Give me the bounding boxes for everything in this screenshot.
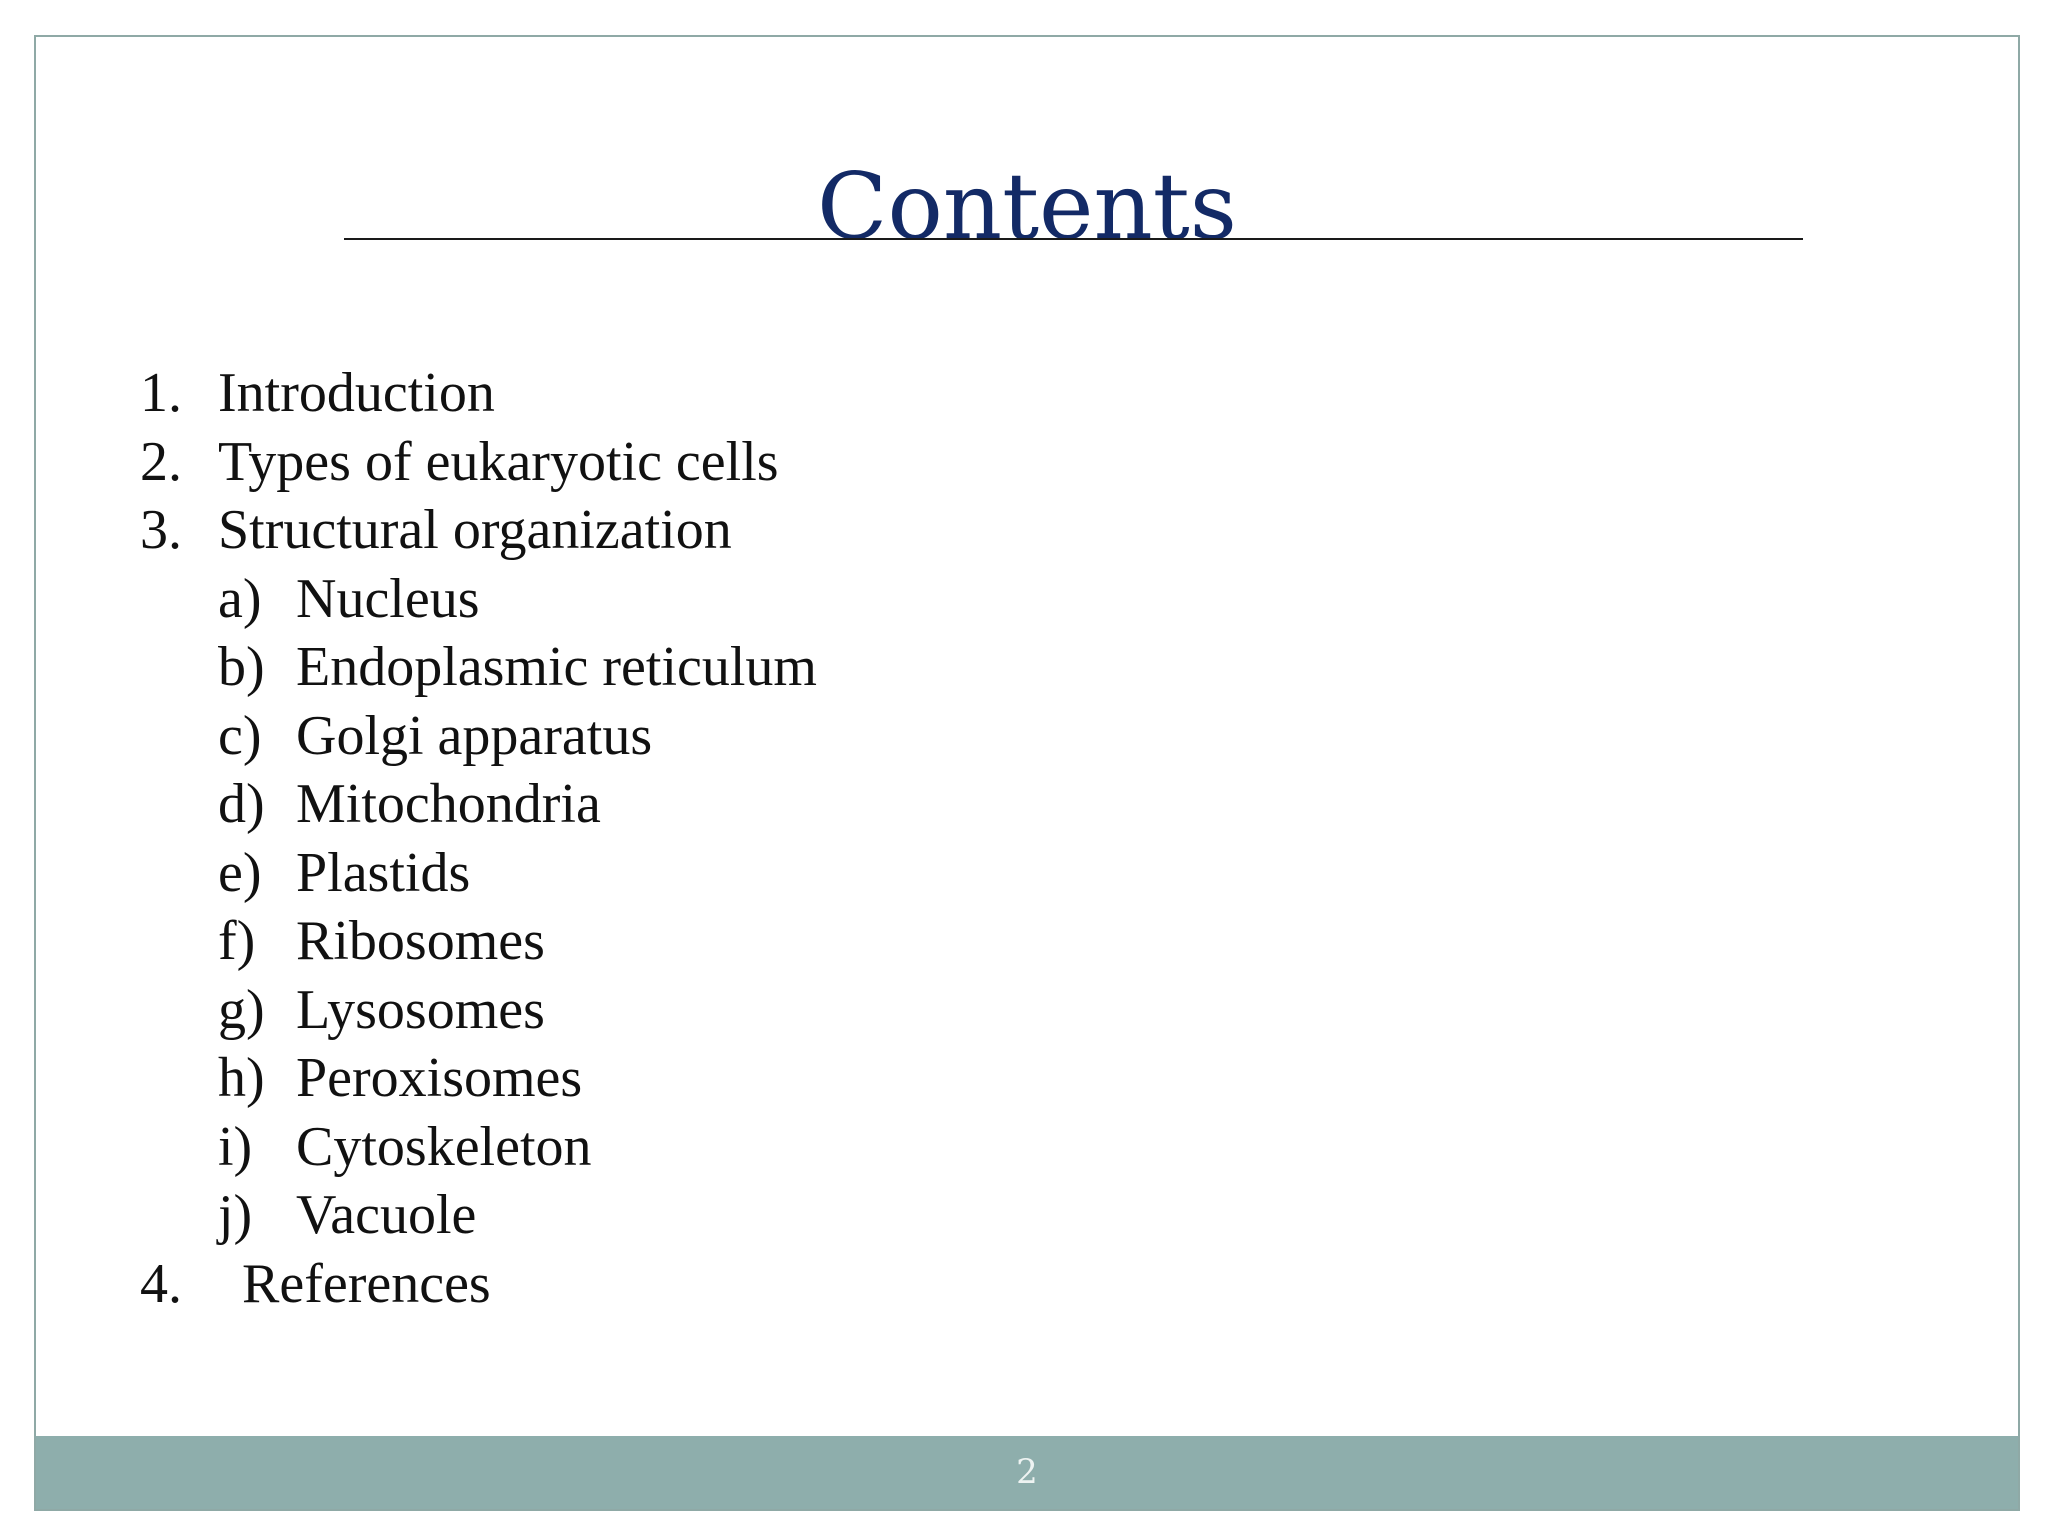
toc-item-number: 1. xyxy=(140,362,182,424)
toc-subitem-label: Endoplasmic reticulum xyxy=(296,636,817,698)
toc-item-label: Types of eukaryotic cells xyxy=(218,430,779,493)
toc-item-label: Introduction xyxy=(218,362,495,424)
toc-subitem-label: Nucleus xyxy=(296,567,480,630)
toc-item-number: 3. xyxy=(140,499,182,561)
toc-subitem-marker: d) xyxy=(218,773,265,835)
toc-subitem-label: Peroxisomes xyxy=(296,1047,583,1109)
toc-subitem-marker: g) xyxy=(218,978,265,1041)
toc-subitem-label: Mitochondria xyxy=(296,773,601,835)
toc-subitem-label: Golgi apparatus xyxy=(296,704,653,767)
slide xyxy=(34,35,2020,1511)
toc-subitem-marker: e) xyxy=(218,841,262,904)
toc-subitem-marker: f) xyxy=(218,910,256,972)
toc-item-label: Structural organization xyxy=(218,499,732,561)
toc-subitem-marker: b) xyxy=(218,636,265,698)
toc-subitem-label: Cytoskeleton xyxy=(296,1115,592,1178)
toc-subitem-label: Plastids xyxy=(296,841,471,904)
toc-subitem-marker: j) xyxy=(218,1184,253,1246)
toc-subitem-label: Lysosomes xyxy=(296,978,545,1041)
toc-item-number: 2. xyxy=(140,430,182,493)
title-divider xyxy=(344,238,1803,240)
toc-subitem-label: Vacuole xyxy=(296,1184,477,1246)
toc-subitem-marker: i) xyxy=(218,1115,253,1178)
toc-subitem-label: Ribosomes xyxy=(296,910,545,972)
toc-item-label: References xyxy=(242,1252,491,1315)
slide-title: Contents xyxy=(817,153,1237,260)
toc-subitem-marker: h) xyxy=(218,1047,265,1109)
toc-subitem-marker: c) xyxy=(218,704,262,767)
toc-item-number: 4. xyxy=(140,1252,182,1315)
footer-bar xyxy=(36,1436,2018,1509)
page-number: 2 xyxy=(1016,1452,1038,1492)
toc-subitem-marker: a) xyxy=(218,567,262,630)
